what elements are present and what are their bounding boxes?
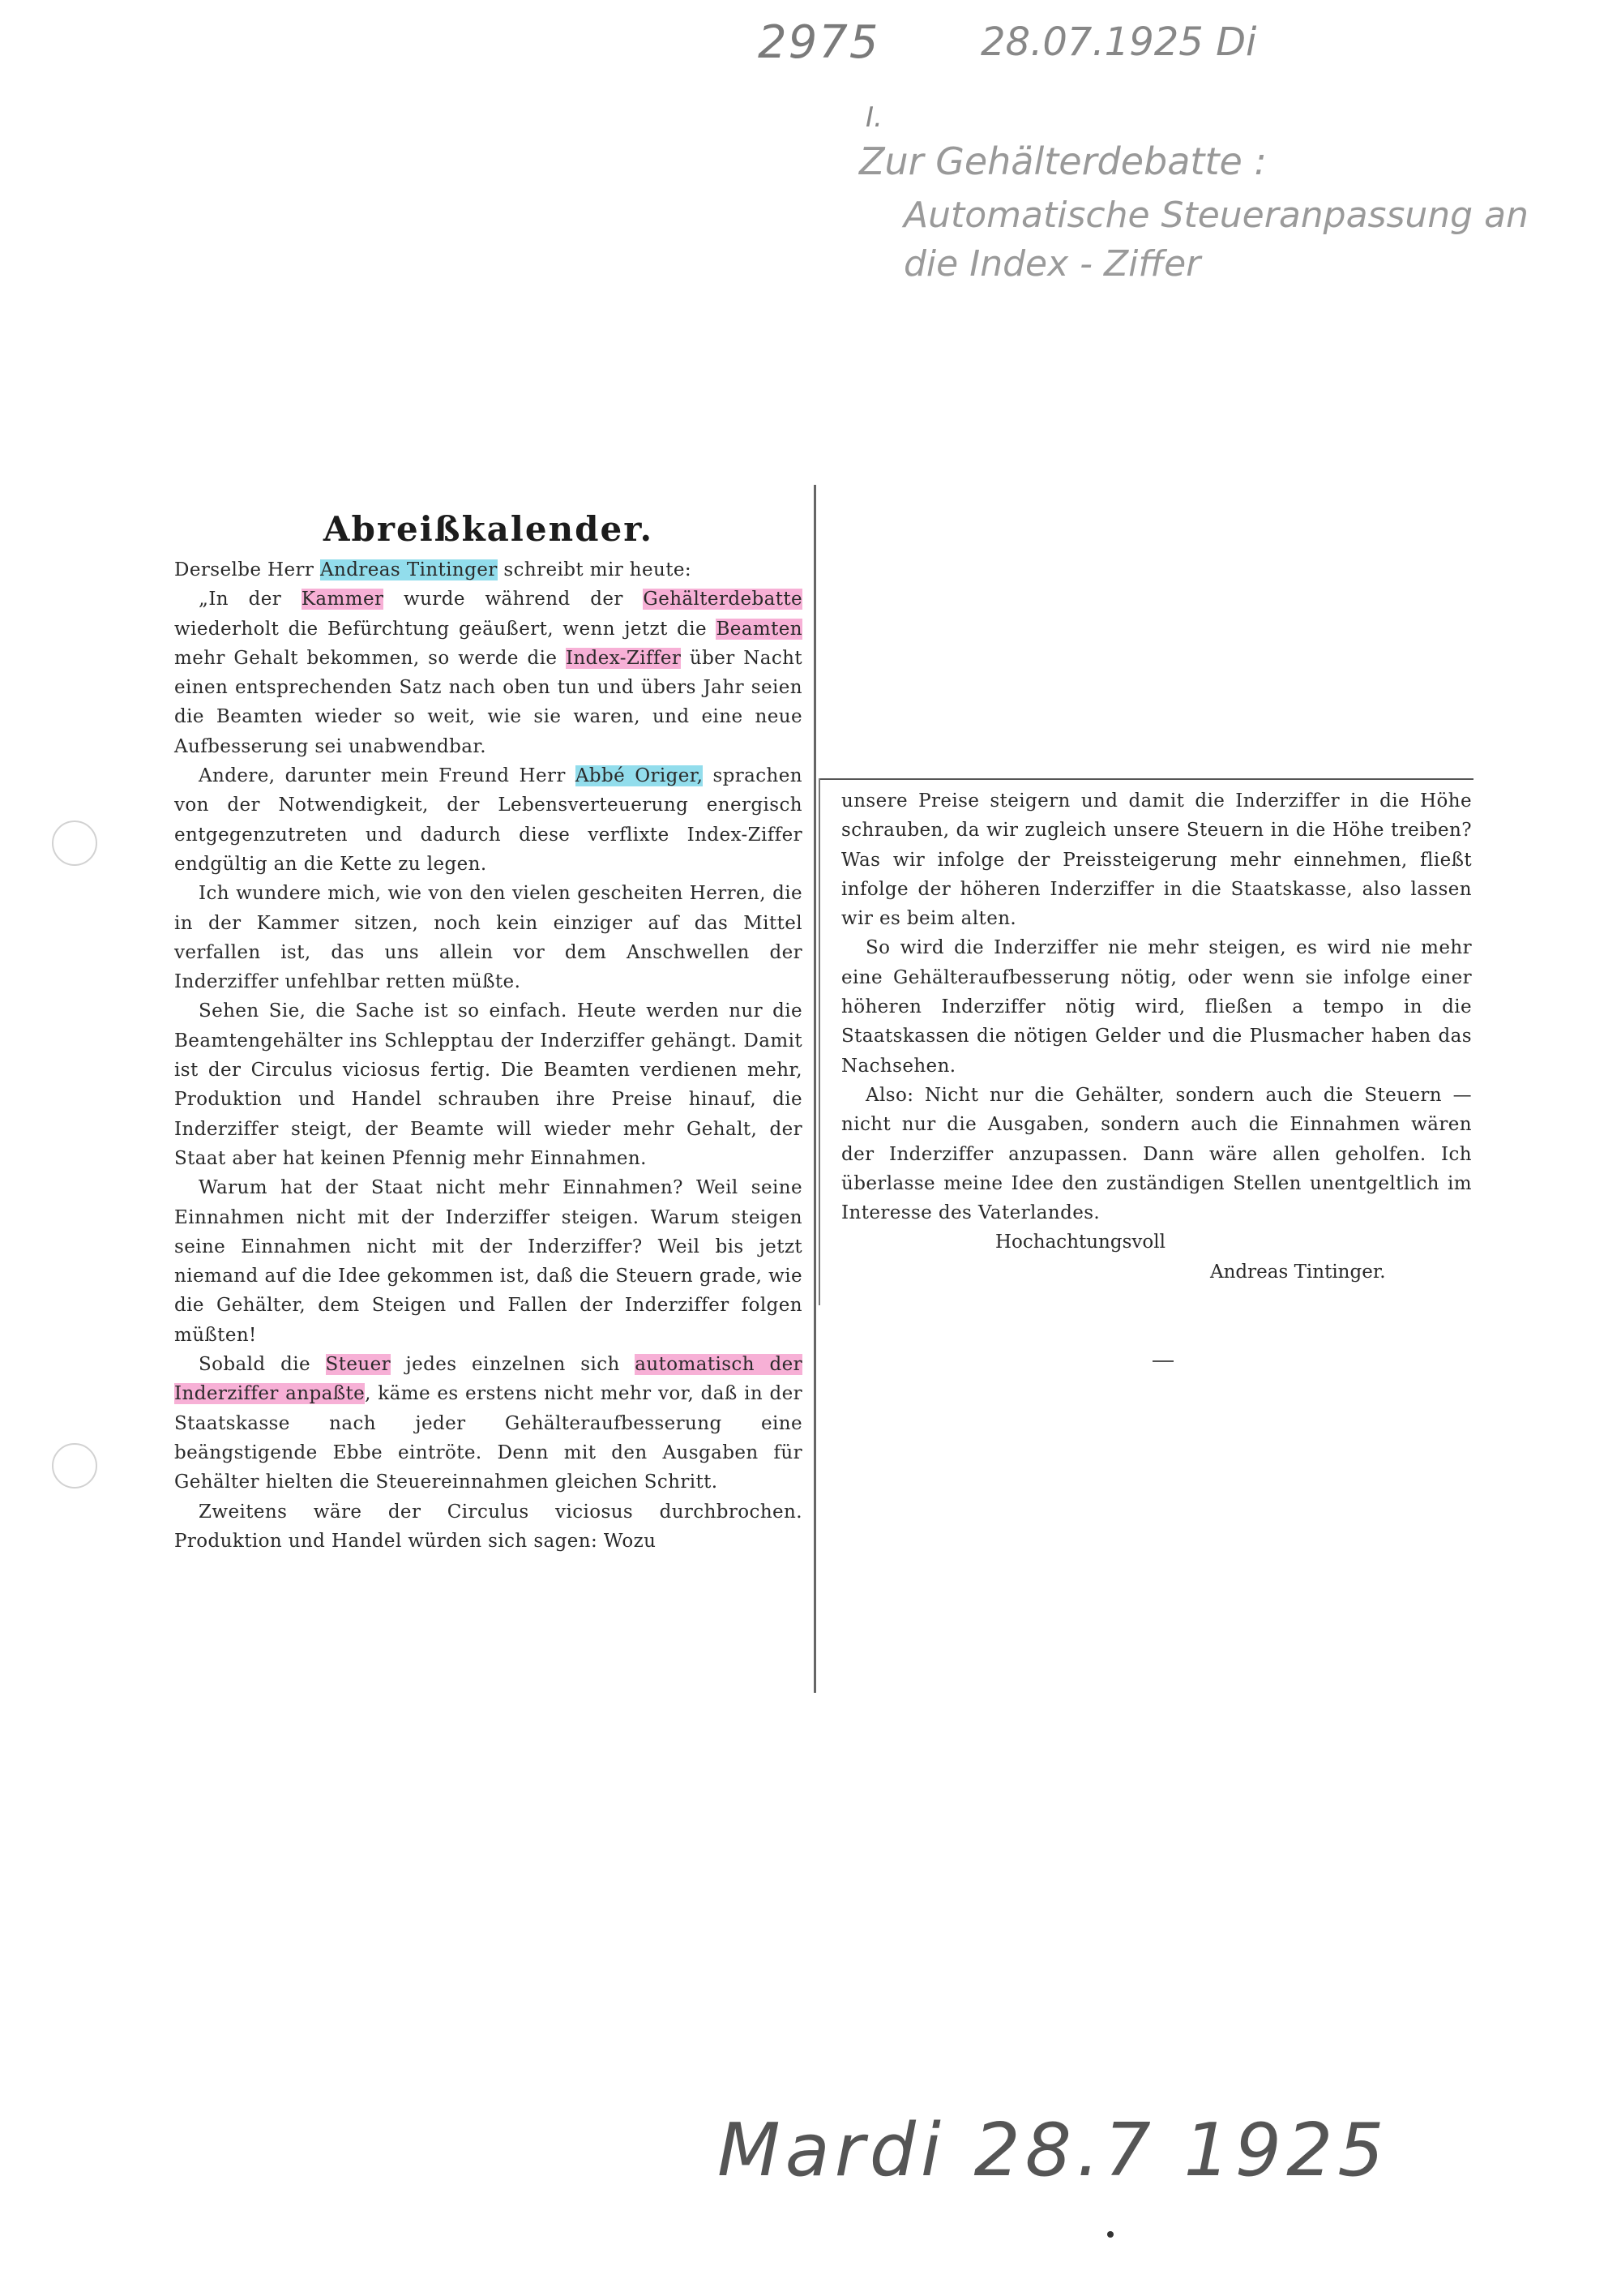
article-paragraph: Andere, darunter mein Freund Herr Abbé Origer, sprachen von der Notwendigkeit, der Lebensverteuerung energisch entgegenzutreten und dadurch diese verflixte Index-Ziffer endgültig an die Kette zu legen. xyxy=(174,765,802,875)
article-paragraph: So wird die Inderziffer nie mehr steigen, es wird nie mehr eine Gehälteraufbesserung nötig, oder wenn sie infolge einer höheren Inderziffer nötig wird, fließen a tempo in die Staatskassen die nötigen Gelder und die Plusmacher haben das Nachsehen. xyxy=(841,937,1472,1077)
article-paragraph: Derselbe Herr Andreas Tintinger schreibt mir heute: xyxy=(174,559,692,580)
highlight-index-ziffer: Index-Ziffer xyxy=(565,647,682,669)
clipping-border xyxy=(814,485,816,1693)
end-dash xyxy=(1153,1360,1174,1362)
note-marker: I. xyxy=(866,101,883,134)
clipping-border xyxy=(819,778,1473,780)
article-column-2 xyxy=(841,786,1472,1287)
article-paragraph: unsere Preise steigern und damit die Inderziffer in die Höhe schrauben, da wir zugleich unsere Steuern in die Höhe treiben? Was wir infolge der Preissteigerung mehr einnehmen, fließt infolge der höheren Inderziffer in die Staatskasse, also lassen wir es beim alten. xyxy=(841,790,1472,930)
highlight-steuer: Steuer xyxy=(325,1354,391,1376)
punch-hole xyxy=(52,820,97,866)
highlight-kammer: Kammer xyxy=(301,589,384,610)
handwritten-note-line: die Index - Ziffer xyxy=(904,243,1201,285)
archive-number: 2975 xyxy=(758,16,880,69)
article-paragraph: Ich wundere mich, wie von den vielen gescheiten Herren, die in der Kammer sitzen, noch kein einziger auf das Mittel verfallen ist, das uns allein vor dem Anschwellen der Inderziffer unfehlbar retten müßte. xyxy=(174,883,802,993)
article-paragraph: Zweitens wäre der Circulus viciosus durchbrochen. Produktion und Handel würden sich sagen: Wozu xyxy=(174,1501,802,1552)
letter-closing: Hochachtungsvoll xyxy=(995,1232,1165,1253)
article-paragraph: Sehen Sie, die Sache ist so einfach. Heute werden nur die Beamtengehälter ins Schlepptau der Inderziffer gehängt. Damit ist der Circulus viciosus fertig. Die Beamten verdienen mehr, Produktion und Handel schrauben ihre Preise hinauf, die Inderziffer steigt, der Beamte will wieder mehr Gehalt, der Staat aber hat keinen Pfennig mehr Einnahmen. xyxy=(174,1000,802,1169)
highlight-author-name: Andreas Tintinger xyxy=(320,559,498,580)
archive-date: 28.07.1925 Di xyxy=(981,19,1257,65)
highlight-beamten: Beamten xyxy=(716,618,802,640)
letter-signature: Andreas Tintinger. xyxy=(1210,1261,1386,1283)
article-paragraph: Sobald die Steuer jedes einzelnen sich automatisch der Inderziffer anpaßte, käme es erstens nicht mehr vor, daß in der Staatskasse nach jeder Gehälteraufbesserung eine beängstigende Ebbe eintröte. Denn mit den Ausgaben für Gehälter hielten die Steuereinnahmen gleichen Schritt. xyxy=(174,1354,803,1493)
handwritten-note-line: Zur Gehälterdebatte : xyxy=(859,139,1267,183)
article-paragraph: Warum hat der Staat nicht mehr Einnahmen? Weil seine Einnahmen nicht mit der Inderziffer steigen. Warum steigen seine Einnahmen nicht mit der Inderziffer? Weil bis jetzt niemand auf die Idee gekommen ist, daß die Steuern grade, wie die Gehälter, dem Steigen und Fallen der Inderziffer folgen müßten! xyxy=(174,1177,802,1346)
article-paragraph: Also: Nicht nur die Gehälter, sondern auch die Steuern — nicht nur die Ausgaben, sondern auch die Einnahmen wären der Inderziffer anzupassen. Dann wäre allen geholfen. Ich überlasse meine Idee den zuständigen Stellen unentgeltlich im Interesse des Vaterlandes. xyxy=(841,1084,1472,1224)
article-headline: Abreißkalender. xyxy=(323,509,654,549)
article-paragraph: „In der Kammer wurde während der Gehälterdebatte wiederholt die Befürchtung geäußert, wenn jetzt die Beamten mehr Gehalt bekommen, so werde die Index-Ziffer über Nacht einen entsprechenden Satz nach oben tun und übers Jahr seien die Beamten wieder so weit, wie sie waren, und eine neue Aufbesserung sei unabwendbar. xyxy=(174,589,803,757)
punch-hole xyxy=(52,1443,97,1489)
handwritten-note-line: Automatische Steueranpassung an xyxy=(904,195,1529,236)
highlight-gehaelterdebatte: Gehälterdebatte xyxy=(643,589,803,610)
ink-dot xyxy=(1107,2231,1114,2238)
clipping-border xyxy=(819,778,820,1305)
highlight-automatisch: automatisch der Inderziffer anpaßte xyxy=(174,1354,803,1405)
handwritten-date: Mardi 28.7 1925 xyxy=(717,2108,1389,2193)
article-column-1 xyxy=(174,509,802,1556)
highlight-abbe-origer: Abbé Origer, xyxy=(575,765,704,787)
